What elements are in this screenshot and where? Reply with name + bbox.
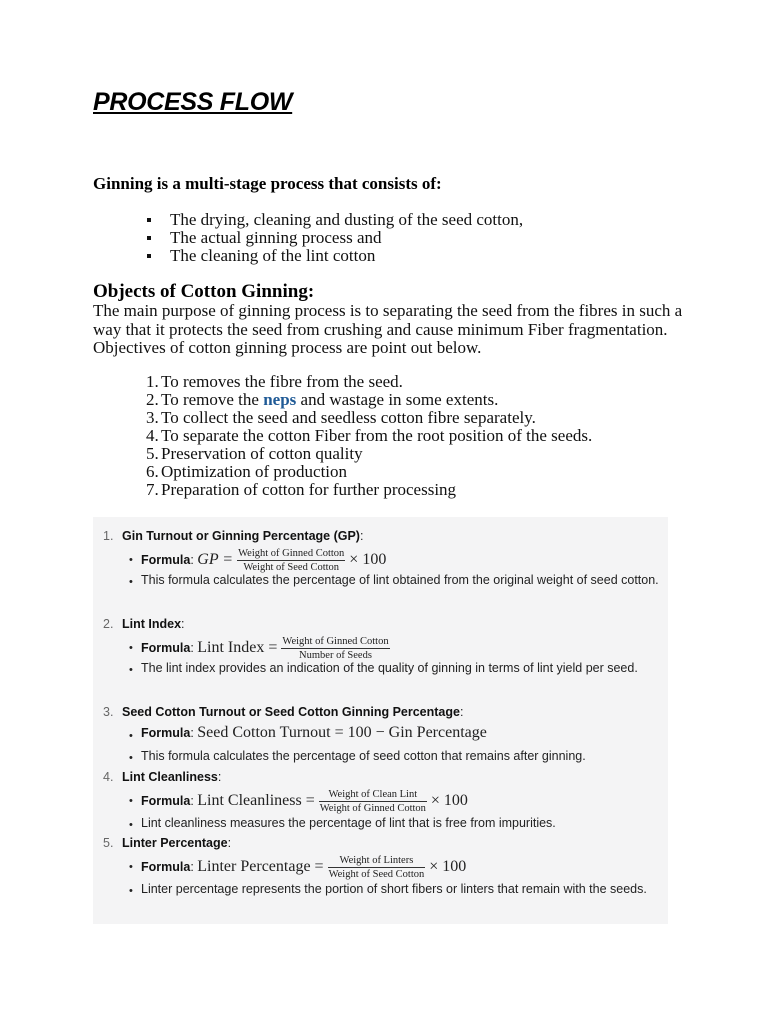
objective-number: 7. [146, 480, 159, 499]
formula-description: Lint cleanliness measures the percentage of lint that is free from impurities. [141, 816, 556, 830]
formula-line: Formula: Lint Index = $\frac{\text{Weight of Ginned Cotton}}{\text{Number of Seeds}}$ [141, 636, 389, 661]
intro-heading: Ginning is a multi-stage process that consists of: [93, 174, 442, 193]
objective-number: 1. [146, 372, 159, 391]
objectives-list [146, 373, 592, 499]
objective-item [146, 445, 592, 463]
objective-number: 6. [146, 462, 159, 481]
formula-name: Lint Cleanliness [122, 770, 218, 784]
formula-tail: × 100 [430, 791, 468, 809]
bullet-icon: • [129, 795, 133, 807]
bullet-icon: • [129, 730, 133, 742]
bullet-icon: • [129, 554, 133, 566]
formula-number: 3. [103, 705, 114, 719]
bullet-icon: • [129, 885, 133, 897]
objective-text: Preparation of cotton for further processing [161, 480, 457, 499]
formula-name: Linter Percentage [122, 836, 228, 850]
formula-label: Formula [141, 793, 191, 808]
formula-lhs: Linter Percentage = [197, 857, 324, 875]
formula-tail: × 100 [349, 550, 387, 568]
fraction-denominator: Weight of Seed Cotton [328, 869, 425, 880]
objective-text: Optimization of production [161, 462, 348, 481]
formula-description: This formula calculates the percentage of lint obtained from the original weight of seed cotton. [141, 573, 659, 587]
stage-item: The cleaning of the lint cotton [146, 247, 523, 265]
formula-label: Formula [141, 726, 191, 740]
formula-name: Gin Turnout or Ginning Percentage (GP) [122, 529, 360, 543]
objective-text: To remove the [161, 390, 264, 409]
formula-section-title: 5. Linter Percentage: [103, 836, 232, 850]
stage-item: The actual ginning process and [146, 229, 523, 247]
objective-item [146, 409, 592, 427]
formula-section-title: 2. Lint Index: [103, 617, 185, 631]
formula-section-title: 4. Lint Cleanliness: [103, 770, 222, 784]
bullet-icon: • [129, 819, 133, 831]
bullet-icon: • [129, 576, 133, 588]
bullet-icon: • [129, 642, 133, 654]
objective-text: To removes the fibre from the seed. [161, 372, 403, 391]
formula-lhs: GP = [197, 550, 234, 568]
formula-fraction [328, 855, 426, 880]
formula-description: The lint index provides an indication of the quality of ginning in terms of lint yield per seed. [141, 661, 638, 675]
formula-number: 1. [103, 529, 114, 543]
objective-item [146, 481, 592, 499]
fraction-denominator: Number of Seeds [299, 650, 372, 661]
formula-line: Formula: Linter Percentage = $\frac{\text{Weight of Linters}}{\text{Weight of Seed Cotton}}$ × 100 [141, 855, 467, 880]
formula-line: Formula: Lint Cleanliness = $\frac{\text{Weight of Clean Lint}}{\text{Weight of Ginned Cotton}}$ × 100 [141, 789, 468, 814]
fraction-numerator: Weight of Linters [328, 855, 426, 868]
page-title: PROCESS FLOW [93, 88, 293, 116]
stage-list [146, 211, 523, 265]
formula-fraction [319, 789, 427, 814]
objects-heading: Objects of Cotton Ginning: [93, 281, 315, 302]
formula-lhs: Lint Index = [197, 638, 278, 656]
objective-text: To separate the cotton Fiber from the root position of the seeds. [161, 426, 593, 445]
fraction-denominator: Weight of Ginned Cotton [319, 803, 426, 814]
bullet-icon: • [129, 664, 133, 676]
formula-expression: Seed Cotton Turnout = 100 − Gin Percentage [197, 724, 487, 741]
objective-number: 4. [146, 426, 159, 445]
formula-tail: × 100 [429, 857, 467, 875]
formula-description: This formula calculates the percentage of seed cotton that remains after ginning. [141, 749, 586, 763]
fraction-numerator: Weight of Ginned Cotton [238, 548, 345, 559]
objective-text-tail: and wastage in some extents. [296, 390, 499, 409]
formula-name: Lint Index [122, 617, 182, 631]
formula-section-title: 3. Seed Cotton Turnout or Seed Cotton Ginning Percentage: [103, 705, 464, 719]
fraction-numerator: Weight of Ginned Cotton [282, 636, 389, 647]
formula-panel [93, 517, 668, 924]
formula-line: Formula: Seed Cotton Turnout = 100 − Gin Percentage [141, 724, 487, 741]
formula-label: Formula [141, 640, 191, 655]
formula-section-title: 1. Gin Turnout or Ginning Percentage (GP): [103, 529, 364, 543]
formula-number: 5. [103, 836, 114, 850]
objective-text: Preservation of cotton quality [161, 444, 363, 463]
stage-item: The drying, cleaning and dusting of the seed cotton, [146, 211, 523, 229]
formula-label: Formula [141, 552, 191, 567]
objective-item [146, 391, 592, 409]
objective-number: 2. [146, 390, 159, 409]
objective-item [146, 373, 592, 391]
formula-name: Seed Cotton Turnout or Seed Cotton Ginning Percentage [122, 705, 460, 719]
formula-description: Linter percentage represents the portion of short fibers or linters that remain with the seeds. [141, 882, 647, 896]
bullet-icon: • [129, 861, 133, 873]
formula-line: Formula: GP = $\frac{\text{Weight of Ginned Cotton}}{\text{Weight of Seed Cotton}}$ × 100 [141, 548, 387, 573]
formula-number: 2. [103, 617, 114, 631]
formula-lhs: Lint Cleanliness = [197, 791, 315, 809]
objective-number: 3. [146, 408, 159, 427]
fraction-numerator: Weight of Clean Lint [319, 789, 427, 802]
formula-number: 4. [103, 770, 114, 784]
formula-label: Formula [141, 859, 191, 874]
fraction-denominator: Weight of Seed Cotton [243, 562, 340, 573]
objects-paragraph: The main purpose of ginning process is to separating the seed from the fibres in such a way that it protects the seed from crushing and cause minimum Fiber fragmentation. Objectives of cotton ginning process are point out below. [93, 301, 683, 357]
bullet-icon: • [129, 752, 133, 764]
objective-item [146, 427, 592, 445]
objective-number: 5. [146, 444, 159, 463]
objective-item [146, 463, 592, 481]
neps-highlight: neps [263, 390, 297, 409]
objective-text: To collect the seed and seedless cotton fibre separately. [161, 408, 536, 427]
